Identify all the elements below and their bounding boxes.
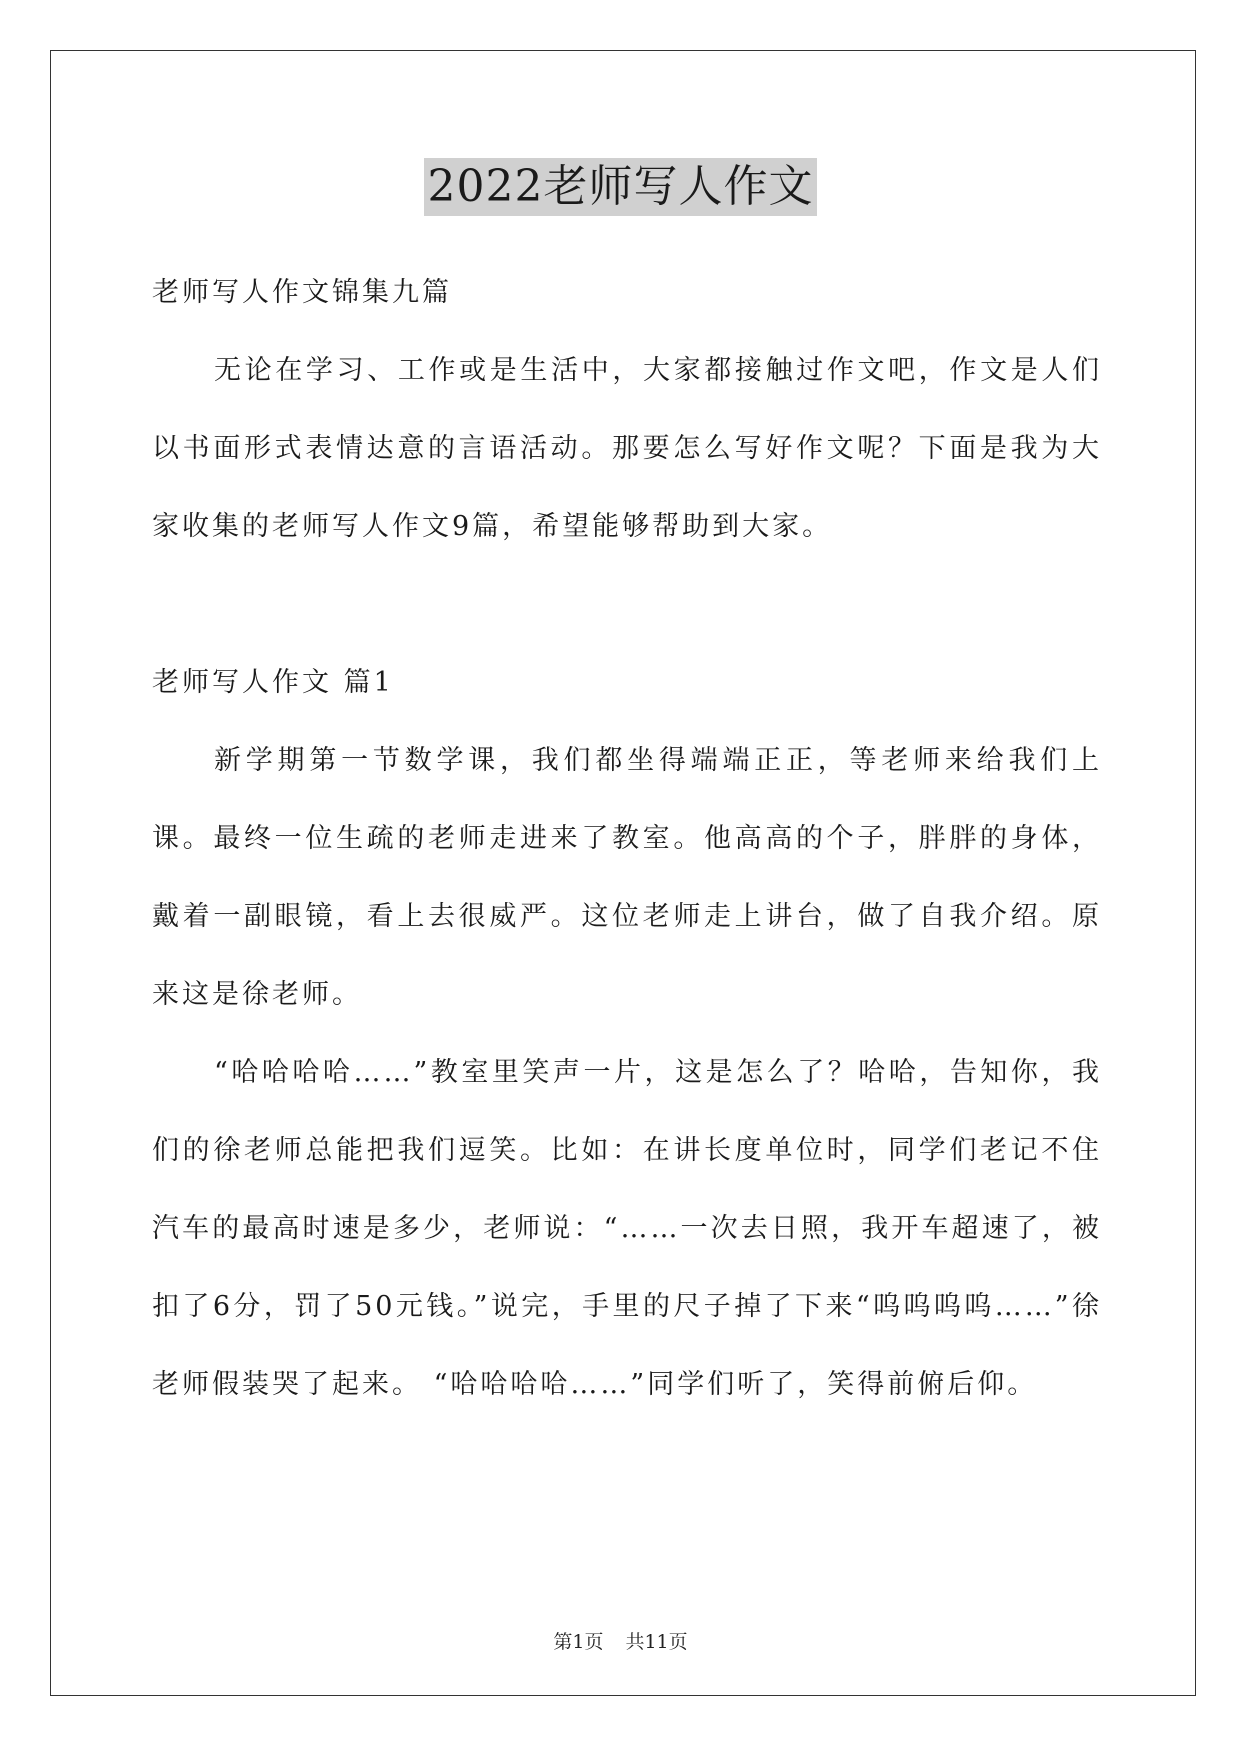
page-total: 共11页 <box>625 1631 688 1653</box>
section-gap <box>152 566 1102 644</box>
document-subtitle: 老师写人作文锦集九篇 <box>152 277 452 308</box>
section-heading: 老师写人作文 篇1 <box>152 667 394 698</box>
intro-paragraph: 无论在学习、工作或是生活中，大家都接触过作文吧，作文是人们以书面形式表情达意的言语活动。那要怎么写好作文呢？下面是我为大家收集的老师写人作文9篇，希望能够帮助到大家。 <box>152 355 1102 542</box>
page-footer <box>0 1627 1241 1654</box>
body-paragraph: 新学期第一节数学课，我们都坐得端端正正，等老师来给我们上课。最终一位生疏的老师走进来了教室。他高高的个子，胖胖的身体，戴着一副眼镜，看上去很威严。这位老师走上讲台，做了自我介绍。原来这是徐老师。 <box>152 745 1102 1010</box>
document-title: 2022老师写人作文 <box>424 158 818 216</box>
body-paragraph: “哈哈哈哈……”教室里笑声一片，这是怎么了？哈哈，告知你，我们的徐老师总能把我们逗笑。比如：在讲长度单位时，同学们老记不住汽车的最高时速是多少，老师说：“……一次去日照，我开车超速了，被扣了6分，罚了50元钱。”说完，手里的尺子掉了下来“呜呜呜呜……”徐老师假装哭了起来。 “哈哈哈哈……”同学们听了，笑得前俯后仰。 <box>152 1057 1102 1400</box>
title-wrap <box>0 158 1241 216</box>
document-body <box>152 254 1102 1424</box>
page-number: 第1页 <box>553 1631 604 1653</box>
